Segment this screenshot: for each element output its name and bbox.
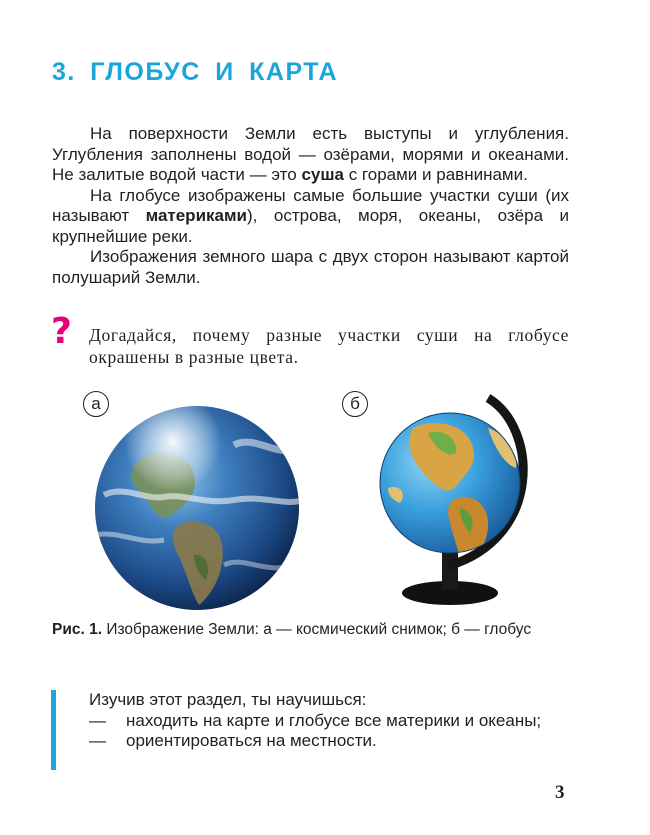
figure-caption [52, 620, 569, 640]
caption-label: Рис. 1. [52, 621, 103, 638]
outcome-item: — ориентироваться на местности. [89, 731, 377, 750]
page-title: 3. ГЛОБУС И КАРТА [52, 58, 339, 86]
term-susha: суша [301, 165, 344, 184]
earth-photo [94, 405, 300, 611]
figure-label-b: б [342, 391, 368, 417]
page-number: 3 [555, 782, 565, 803]
question-text: Догадайся, почему разные участки суши на глобусе окрашены в разные цвета. [89, 325, 569, 367]
term-materiki: материками [145, 206, 248, 225]
caption-text: Изображение Земли: а — космический снимок; б — глобус [102, 621, 532, 638]
outcomes-accent-bar [51, 690, 56, 770]
outcome-item: — находить на карте и глобусе все материки и океаны; [89, 710, 542, 730]
globe-on-stand [378, 388, 548, 610]
learning-outcomes [89, 690, 570, 752]
outcomes-intro: Изучив этот раздел, ты научишься: [89, 690, 367, 709]
paragraph-1: На поверхности Земли есть выступы и углубления. Углубления заполнены водой — озёрами, морями и океанами. Не залитые водой части — это суша с горами и равнинами. На глобусе изображены самые большие участки суши (их называют материками), острова, моря, океаны, озёра и крупнейшие реки. Изображения земного шара с двух сторон называют картой полушарий Земли. [52, 124, 569, 287]
figure-label-a: а [83, 391, 109, 417]
question-mark-icon: ? [51, 311, 72, 352]
